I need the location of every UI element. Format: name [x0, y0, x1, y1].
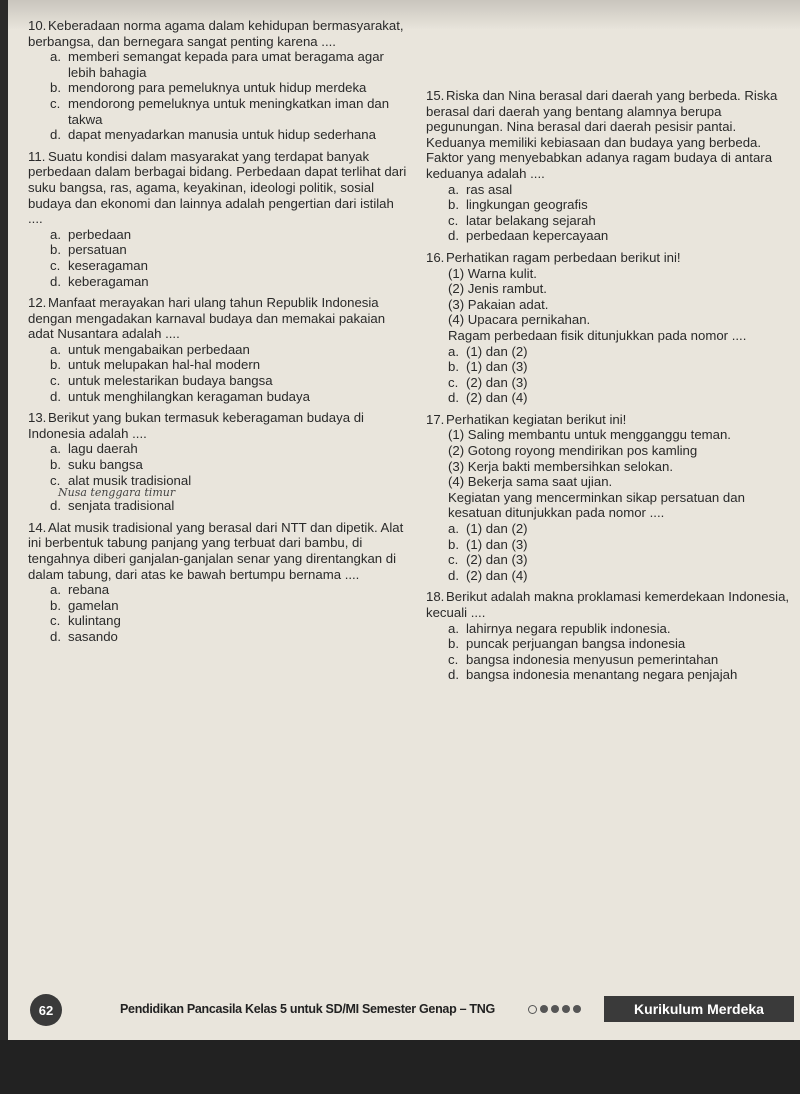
- option-text: suku bangsa: [68, 457, 143, 473]
- option-letter: a.: [50, 49, 61, 65]
- answer-option: [50, 629, 408, 645]
- option-text: (1) dan (3): [466, 359, 528, 375]
- option-letter: c.: [448, 651, 459, 667]
- dot-icon: [551, 1005, 559, 1013]
- statement-item: (4) Upacara pernikahan.: [448, 312, 591, 328]
- answer-option: [448, 390, 798, 406]
- question-number: 14.: [28, 519, 47, 535]
- option-text: lingkungan geografis: [466, 197, 588, 213]
- option-text: (2) dan (4): [466, 567, 528, 583]
- answer-option: [50, 613, 408, 629]
- option-text: keseragaman: [68, 257, 148, 273]
- option-text: untuk melupakan hal-hal modern: [68, 357, 261, 373]
- option-letter: b.: [448, 536, 459, 552]
- answer-option: [50, 498, 408, 514]
- option-letter: c.: [50, 257, 61, 273]
- option-letter: b.: [50, 457, 61, 473]
- option-letter: c.: [448, 552, 459, 568]
- question-number: 12.: [28, 295, 47, 311]
- answer-option: [50, 258, 408, 274]
- table-surface: [0, 1040, 800, 1094]
- question-stem: [426, 88, 798, 182]
- option-text: puncak perjuangan bangsa indonesia: [466, 636, 686, 652]
- answer-option: [448, 182, 798, 198]
- question-number: 17.: [426, 411, 445, 427]
- answer-option: [50, 598, 408, 614]
- option-text: untuk mengabaikan perbedaan: [68, 341, 250, 357]
- dot-icon: [573, 1005, 581, 1013]
- answer-option: [50, 457, 408, 473]
- question-text: Alat musik tradisional yang berasal dari NTT dan dipetik. Alat ini berbentuk tabung panjang yang terbuat dari bambu, di tengahnya diberi ganjalan-ganjalan senar yang direntangkan di dalam tabung, dari atas ke bawah bertumpu bernama ....: [28, 519, 404, 582]
- option-text: ras asal: [466, 181, 513, 197]
- answer-option: [50, 342, 408, 358]
- option-text: perbedaan: [68, 226, 132, 242]
- option-letter: b.: [448, 636, 459, 652]
- dot-icon: [562, 1005, 570, 1013]
- answer-option: [448, 568, 798, 584]
- option-letter: d.: [448, 390, 459, 406]
- option-text: (2) dan (3): [466, 552, 528, 568]
- option-text: rebana: [68, 582, 110, 598]
- answer-option: [50, 242, 408, 258]
- statement-item: (1) Warna kulit.: [448, 265, 537, 281]
- answer-option: [448, 228, 798, 244]
- answer-option: [448, 375, 798, 391]
- option-text: keberagaman: [68, 273, 149, 289]
- option-text: (1) dan (2): [466, 521, 528, 537]
- question-text: Berikut adalah makna proklamasi kemerdekaan Indonesia, kecuali ....: [426, 589, 790, 620]
- answer-option: [448, 521, 798, 537]
- option-letter: a.: [448, 343, 459, 359]
- answer-option: [50, 96, 408, 127]
- handwritten-note: Nusa tenggara timur: [58, 486, 176, 500]
- question-text: Riska dan Nina berasal dari daerah yang berbeda. Riska berasal dari daerah yang bentang alamnya berupa pegunungan. Nina berasal dari daerah pesisir pantai. Keduanya memiliki kebiasaan dan budaya yang berbeda. Faktor yang menyebabkan adanya ragam budaya di antara keduanya adalah ....: [426, 88, 778, 181]
- dot-icon: [528, 1005, 537, 1014]
- answer-option: [50, 389, 408, 405]
- answer-option: [50, 441, 408, 457]
- option-text: senjata tradisional: [68, 498, 175, 514]
- option-letter: a.: [50, 226, 61, 242]
- option-text: bangsa indonesia menyusun pemerintahan: [466, 651, 719, 667]
- option-text: lagu daerah: [68, 441, 138, 457]
- option-letter: c.: [50, 472, 61, 488]
- option-letter: d.: [50, 498, 61, 514]
- option-letter: d.: [50, 628, 61, 644]
- question: [426, 589, 798, 683]
- option-letter: a.: [50, 582, 61, 598]
- statement-list: [448, 266, 798, 328]
- question-number: 10.: [28, 18, 47, 33]
- option-letter: a.: [448, 181, 459, 197]
- question-text: Suatu kondisi dalam masyarakat yang terdapat banyak perbedaan dalam berbagai bidang. Perbedaan dapat terlihat dari suku bangsa, ras, agama, keyakinan, ideologi politik, sosial budaya dan ekonomi dan lainnya adalah pengertian dari istilah ....: [28, 148, 407, 227]
- page-number: 62: [30, 994, 62, 1026]
- option-text: (2) dan (4): [466, 390, 528, 406]
- option-letter: b.: [50, 80, 61, 96]
- statement-item: (1) Saling membantu untuk mengganggu teman.: [448, 427, 731, 443]
- question: [426, 412, 798, 584]
- question-number: 11.: [28, 148, 46, 164]
- option-letter: c.: [50, 95, 61, 111]
- option-letter: d.: [50, 127, 61, 143]
- option-letter: c.: [448, 374, 459, 390]
- right-column: [426, 88, 798, 689]
- answer-option: [448, 344, 798, 360]
- question-stem: [28, 410, 408, 441]
- option-letter: a.: [448, 521, 459, 537]
- option-text: dapat menyadarkan manusia untuk hidup sederhana: [68, 127, 376, 143]
- option-letter: d.: [448, 228, 459, 244]
- answer-option: [50, 80, 408, 96]
- curriculum-badge: Kurikulum Merdeka: [604, 996, 794, 1022]
- question-text: Keberadaan norma agama dalam kehidupan bermasyarakat, berbangsa, dan bernegara sangat penting karena ....: [28, 18, 404, 49]
- option-letter: d.: [448, 667, 459, 683]
- answer-option: [448, 652, 798, 668]
- answer-option: [50, 227, 408, 243]
- question-prompt: Ragam perbedaan fisik ditunjukkan pada nomor ....: [448, 327, 747, 343]
- option-text: latar belakang sejarah: [466, 212, 596, 228]
- option-letter: c.: [448, 212, 459, 228]
- question: [28, 520, 408, 645]
- option-text: untuk menghilangkan keragaman budaya: [68, 388, 310, 404]
- option-letter: d.: [50, 273, 61, 289]
- option-text: memberi semangat kepada para umat beragama agar lebih bahagia: [68, 49, 384, 80]
- question-number: 18.: [426, 589, 445, 605]
- option-text: lahirnya negara republik indonesia.: [466, 620, 671, 636]
- question-prompt: Kegiatan yang mencerminkan sikap persatuan dan kesatuan ditunjukkan pada nomor ....: [448, 489, 745, 521]
- option-letter: a.: [448, 620, 459, 636]
- worksheet-page: [8, 0, 800, 1094]
- statement-item: (4) Bekerja sama saat ujian.: [448, 474, 613, 490]
- option-text: mendorong para pemeluknya untuk hidup merdeka: [68, 80, 367, 96]
- question-stem: [426, 412, 798, 428]
- option-letter: b.: [50, 242, 61, 258]
- question-text: Manfaat merayakan hari ulang tahun Republik Indonesia dengan mengadakan karnaval budaya dan memakai pakaian adat Nusantara adalah ....: [28, 295, 386, 342]
- option-text: persatuan: [68, 242, 127, 258]
- question-stem: [28, 18, 408, 49]
- answer-option: [448, 621, 798, 637]
- question-text: Perhatikan ragam perbedaan berikut ini!: [446, 249, 681, 265]
- answer-option: [448, 667, 798, 683]
- answer-option: [448, 213, 798, 229]
- answer-option: [50, 357, 408, 373]
- option-text: alat musik tradisional: [68, 472, 192, 488]
- option-letter: d.: [50, 388, 61, 404]
- option-letter: c.: [50, 373, 61, 389]
- left-column: [28, 18, 408, 651]
- book-title: Pendidikan Pancasila Kelas 5 untuk SD/MI Semester Genap – TNG: [120, 1002, 495, 1016]
- option-text: sasando: [68, 628, 118, 644]
- question-stem: [426, 589, 798, 620]
- answer-option: [50, 274, 408, 290]
- answer-option: [448, 552, 798, 568]
- option-letter: a.: [50, 441, 61, 457]
- question: [426, 88, 798, 244]
- option-letter: b.: [448, 359, 459, 375]
- question-stem: [426, 250, 798, 266]
- option-letter: b.: [50, 597, 61, 613]
- answer-option: [50, 582, 408, 598]
- page-footer: [8, 990, 800, 1030]
- option-text: (1) dan (3): [466, 536, 528, 552]
- answer-option: [50, 373, 408, 389]
- option-text: kulintang: [68, 613, 121, 629]
- question-number: 13.: [28, 410, 47, 426]
- decorative-dots-icon: [528, 1005, 581, 1014]
- answer-option: [448, 359, 798, 375]
- statement-list: [448, 427, 798, 489]
- answer-option: [448, 636, 798, 652]
- option-letter: a.: [50, 341, 61, 357]
- option-text: bangsa indonesia menantang negara penjajah: [466, 667, 738, 683]
- question: [426, 250, 798, 406]
- answer-option: [50, 49, 408, 80]
- statement-item: (3) Kerja bakti membersihkan selokan.: [448, 458, 674, 474]
- question: [28, 295, 408, 404]
- question-number: 16.: [426, 249, 445, 265]
- question-number: 15.: [426, 88, 445, 103]
- option-letter: d.: [448, 567, 459, 583]
- answer-option: [448, 197, 798, 213]
- question-stem: [28, 149, 408, 227]
- question-text: Perhatikan kegiatan berikut ini!: [446, 411, 627, 427]
- statement-item: (3) Pakaian adat.: [448, 296, 549, 312]
- statement-item: (2) Gotong royong mendirikan pos kamling: [448, 443, 698, 459]
- answer-option: [50, 127, 408, 143]
- option-text: perbedaan kepercayaan: [466, 228, 609, 244]
- question-stem: [28, 520, 408, 582]
- option-letter: b.: [448, 197, 459, 213]
- question-text: Berikut yang bukan termasuk keberagaman budaya di Indonesia adalah ....: [28, 410, 364, 441]
- option-text: mendorong pemeluknya untuk meningkatkan iman dan takwa: [68, 95, 390, 127]
- option-text: (2) dan (3): [466, 374, 528, 390]
- answer-option: [448, 537, 798, 553]
- option-letter: b.: [50, 357, 61, 373]
- dot-icon: [540, 1005, 548, 1013]
- question: [28, 18, 408, 143]
- option-text: untuk melestarikan budaya bangsa: [68, 373, 273, 389]
- option-letter: c.: [50, 613, 61, 629]
- question: [28, 410, 408, 514]
- option-text: gamelan: [68, 597, 119, 613]
- statement-item: (2) Jenis rambut.: [448, 281, 547, 297]
- question: [28, 149, 408, 289]
- option-text: (1) dan (2): [466, 343, 528, 359]
- question-stem: [28, 295, 408, 342]
